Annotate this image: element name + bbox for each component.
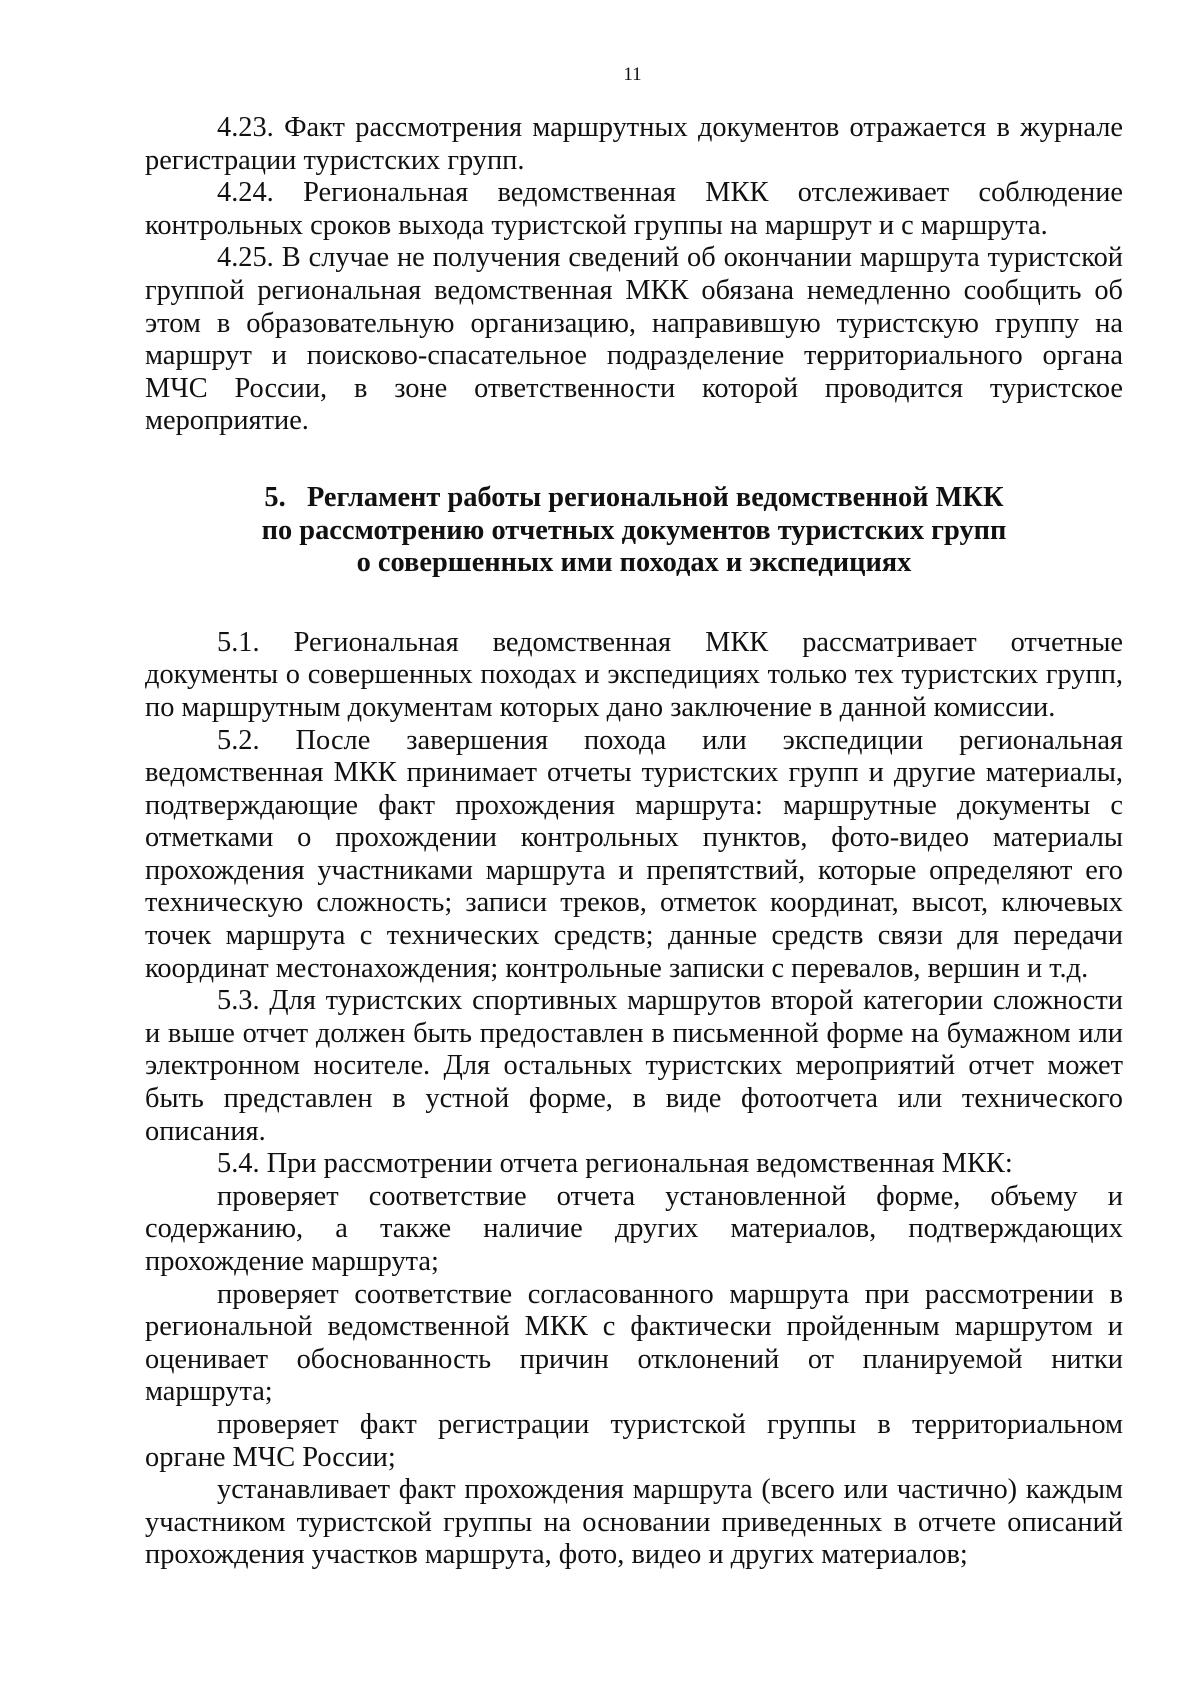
list-item-establish-passage: устанавливает факт прохождения маршрута (всего или частично) каждым участником туристской группы на основании приведенных в отчете описаний прохождения участков маршрута, фото, видео и других материалов; <box>145 1474 1123 1571</box>
list-item-check-route: проверяет соответствие согласованного маршрута при рассмотрении в региональной ведомственной МКК с фактически пройденным маршрутом и оценивает обоснованность причин отклонений от планируемой нитки маршрута; <box>145 1278 1123 1408</box>
paragraph-5-3: 5.3. Для туристских спортивных маршрутов второй категории сложности и выше отчет должен быть предоставлен в письменной форме на бумажном или электронном носителе. Для остальных туристских мероприятий отчет может быть представлен в устной форме, в виде фотоотчета или технического описания. <box>145 985 1123 1147</box>
paragraph-4-24: 4.24. Региональная ведомственная МКК отслеживает соблюдение контрольных сроков выхода туристской группы на маршрут и с маршрута. <box>145 177 1123 241</box>
section-5-heading <box>145 482 1123 580</box>
section-heading-line-3: о совершенных ими походах и экспедициях <box>356 547 912 579</box>
document-body <box>145 112 1123 1572</box>
page-number: 11 <box>623 64 642 85</box>
paragraph-5-4: 5.4. При рассмотрении отчета региональная ведомственная МКК: <box>217 1148 1013 1180</box>
paragraph-4-23: 4.23. Факт рассмотрения маршрутных документов отражается в журнале регистрации туристских групп. <box>145 112 1123 176</box>
paragraph-5-1: 5.1. Региональная ведомственная МКК рассматривает отчетные документы о совершенных походах и экспедициях только тех туристских групп, по маршрутным документам которых дано заключение в данной комиссии. <box>145 626 1123 723</box>
list-item-check-form: проверяет соответствие отчета установленной форме, объему и содержанию, а также наличие других материалов, подтверждающих прохождение маршрута; <box>145 1180 1123 1277</box>
section-heading-line-1: 5. Регламент работы региональной ведомственной МКК <box>264 481 1004 513</box>
paragraph-5-2: 5.2. После завершения похода или экспедиции региональная ведомственная МКК принимает отчеты туристских групп и другие материалы, подтверждающие факт прохождения маршрута: маршрутные документы с отметками о прохождении контрольных пунктов, фото-видео материалы прохождения участниками маршрута и препятствий, которые определяют его техническую сложность; записи треков, отметок координат, высот, ключевых точек маршрута с технических средств; данные средств связи для передачи координат местонахождения; контрольные записки с перевалов, вершин и т.д. <box>145 724 1123 984</box>
paragraph-4-25: 4.25. В случае не получения сведений об окончании маршрута туристской группой региональная ведомственная МКК обязана немедленно сообщить об этом в образовательную организацию, направившую туристскую группу на маршрут и поисково-спасательное подразделение территориального органа МЧС России, в зоне ответственности которой проводится туристское мероприятие. <box>145 242 1123 437</box>
section-heading-line-2: по рассмотрению отчетных документов туристских групп <box>261 514 1007 546</box>
list-item-check-registration: проверяет факт регистрации туристской группы в территориальном органе МЧС России; <box>145 1408 1123 1473</box>
